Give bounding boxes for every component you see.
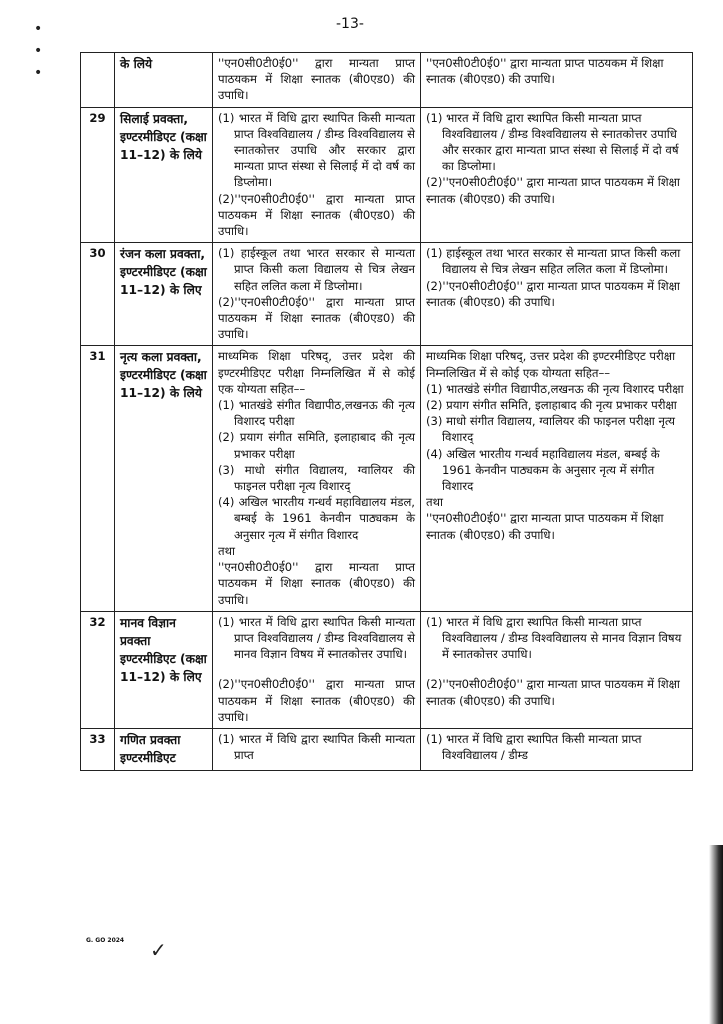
qualification-paragraph: (1) भारत में विधि द्वारा स्थापित किसी मान्यता प्राप्त [218,731,415,763]
qualification-paragraph: ''एन0सी0टी0ई0'' द्वारा मान्यता प्राप्त पाठयकम में शिक्षा स्नातक (बी0एड0) की उपाधि। [426,56,664,87]
post-name: मानव विज्ञान प्रवक्ता इण्टरमीडिएट (कक्षा 11–12) के लिए [115,611,213,728]
amended-qualification [421,107,693,243]
existing-qualification [213,346,421,611]
qualification-paragraph: (2) प्रयाग संगीत समिति, इलाहाबाद की नृत्य प्रभाकर परीक्षा [426,398,677,413]
scan-edge-shadow [709,845,723,1024]
serial-number: 33 [81,728,115,770]
qualification-paragraph: (2) प्रयाग संगीत समिति, इलाहाबाद की नृत्य प्रभाकर परीक्षा [218,430,415,461]
qualification-paragraph: (3) माधो संगीत विद्यालय, ग्वालियर की फाइनल परीक्षा नृत्य विशारद् [426,414,676,445]
qualification-paragraph: माध्यमिक शिक्षा परिषद्, उत्तर प्रदेश की इण्टरमीडिएट परीक्षा निम्नलिखित में से कोई एक योग्यता सहित–– [218,349,415,396]
qualification-paragraph: (2)''एन0सी0टी0ई0'' द्वारा मान्यता प्राप्त पाठयकम में शिक्षा स्नातक (बी0एड0) की उपाधि। [426,278,680,309]
qualification-paragraph: (2)''एन0सी0टी0ई0'' द्वारा मान्यता प्राप्त पाठयकम में शिक्षा स्नातक (बी0एड0) की उपाधि। [218,677,415,724]
qualification-paragraph: तथा [218,543,236,558]
table-row [81,107,693,243]
amended-qualification [421,243,693,346]
existing-qualification [213,728,421,770]
table-row [81,346,693,611]
post-name: रंजन कला प्रवक्ता, इण्टरमीडिएट (कक्षा 11–12) के लिए [115,243,213,346]
qualification-paragraph: (1) भातखंडे संगीत विद्यापीठ,लखनऊ की नृत्य विशारद परीक्षा [426,381,684,396]
existing-qualification [213,611,421,728]
qualification-paragraph: (1) हाईस्कूल तथा भारत सरकार से मान्यता प्राप्त किसी कला विद्यालय से चित्र लेखन सहित ललित कला में डिप्लोमा। [218,246,415,293]
serial-number: 31 [81,346,115,611]
amended-qualification [421,611,693,728]
existing-qualification [213,53,421,108]
qualification-paragraph: (1) हाईस्कूल तथा भारत सरकार से मान्यता प्राप्त किसी कला विद्यालय से चित्र लेखन सहित ललित कला में डिप्लोमा। [426,246,681,277]
qualification-paragraph: तथा [426,495,444,510]
qualification-table [80,52,693,771]
existing-qualification [213,107,421,243]
qualification-paragraph: (1) भातखंडे संगीत विद्यापीठ,लखनऊ की नृत्य विशारद परीक्षा [218,398,415,429]
qualification-paragraph: ''एन0सी0टी0ई0'' द्वारा मान्यता प्राप्त पाठयकम में शिक्षा स्नातक (बी0एड0) की उपाधि। [218,56,415,103]
margin-marks: • • • [34,21,43,81]
amended-qualification [421,728,693,770]
post-name: के लिये [115,53,213,108]
qualification-paragraph: (2)''एन0सी0टी0ई0'' द्वारा मान्यता प्राप्त पाठयकम में शिक्षा स्नातक (बी0एड0) की उपाधि। [426,175,680,206]
table-row [81,611,693,728]
qualification-paragraph: ''एन0सी0टी0ई0'' द्वारा मान्यता प्राप्त पाठयकम में शिक्षा स्नातक (बी0एड0) की उपाधि। [218,560,415,607]
serial-number [81,53,115,108]
qualification-paragraph: (1) भारत में विधि द्वारा स्थापित किसी मान्यता प्राप्त विश्वविद्यालय / डीम्ड विश्वविद्यालय से स्नातकोत्तर उपाधि और सरकार द्वारा मान्यता प्राप्त संस्था से सिलाई में दो वर्ष का डिप्लोमा। [426,110,679,174]
qualification-paragraph: माध्यमिक शिक्षा परिषद्, उत्तर प्रदेश की इण्टरमीडिएट परीक्षा निम्नलिखित में से कोई एक योग्यता सहित–– [426,349,676,380]
footer-code: G. GO 2024 [86,937,125,944]
qualification-paragraph: (1) भारत में विधि द्वारा स्थापित किसी मान्यता प्राप्त विश्वविद्यालय / डीम्ड विश्वविद्यालय से मानव विज्ञान विषय में स्नातकोत्तर उपाधि। [426,614,682,662]
table-row [81,243,693,346]
table-row [81,53,693,108]
table-row [81,728,693,770]
serial-number: 32 [81,611,115,728]
table-body [81,53,693,771]
qualification-paragraph: (4) अखिल भारतीय गन्धर्व महाविद्यालय मंडल, बम्बई के 1961 केनवीन पाठ्यकम के अनुसार नृत्य में संगीत विशारद [218,495,415,542]
existing-qualification [213,243,421,346]
qualification-paragraph: (1) भारत में विधि द्वारा स्थापित किसी मान्यता प्राप्त विश्वविद्यालय / डीम्ड [426,731,642,763]
page-number: -13- [336,16,364,32]
amended-qualification [421,53,693,108]
qualification-paragraph: ''एन0सी0टी0ई0'' द्वारा मान्यता प्राप्त पाठयकम में शिक्षा स्नातक (बी0एड0) की उपाधि। [426,511,664,542]
signature-mark: ✓ [150,938,167,962]
qualification-paragraph: (1) भारत में विधि द्वारा स्थापित किसी मान्यता प्राप्त विश्वविद्यालय / डीम्ड विश्वविद्यालय से मानव विज्ञान विषय में स्नातकोत्तर उपाधि। [218,614,415,662]
post-name: सिलाई प्रवक्ता, इण्टरमीडिएट (कक्षा 11–12) के लिये [115,107,213,243]
amended-qualification [421,346,693,611]
post-name: गणित प्रवक्ता इण्टरमीडिएट [115,728,213,770]
serial-number: 30 [81,243,115,346]
qualification-paragraph: (2)''एन0सी0टी0ई0'' द्वारा मान्यता प्राप्त पाठयकम में शिक्षा स्नातक (बी0एड0) की उपाधि। [218,294,415,342]
post-name: नृत्य कला प्रवक्ता, इण्टरमीडिएट (कक्षा 11–12) के लिये [115,346,213,611]
qualification-paragraph: (4) अखिल भारतीय गन्धर्व महाविद्यालय मंडल, बम्बई के 1961 केनवीन पाठ्यकम के अनुसार नृत्य में संगीत विशारद [426,446,660,494]
serial-number: 29 [81,107,115,243]
qualification-paragraph: (1) भारत में विधि द्वारा स्थापित किसी मान्यता प्राप्त विश्वविद्यालय / डीम्ड विश्वविद्यालय से स्नातकोत्तर उपाधि और सरकार द्वारा मान्यता प्राप्त संस्था से सिलाई में दो वर्ष का डिप्लोमा। [218,110,415,190]
qualification-paragraph: (2)''एन0सी0टी0ई0'' द्वारा मान्यता प्राप्त पाठयकम में शिक्षा स्नातक (बी0एड0) की उपाधि। [218,191,415,239]
qualification-paragraph: (3) माधो संगीत विद्यालय, ग्वालियर की फाइनल परीक्षा नृत्य विशारद् [218,462,415,494]
qualification-paragraph: (2)''एन0सी0टी0ई0'' द्वारा मान्यता प्राप्त पाठयकम में शिक्षा स्नातक (बी0एड0) की उपाधि। [426,677,680,708]
